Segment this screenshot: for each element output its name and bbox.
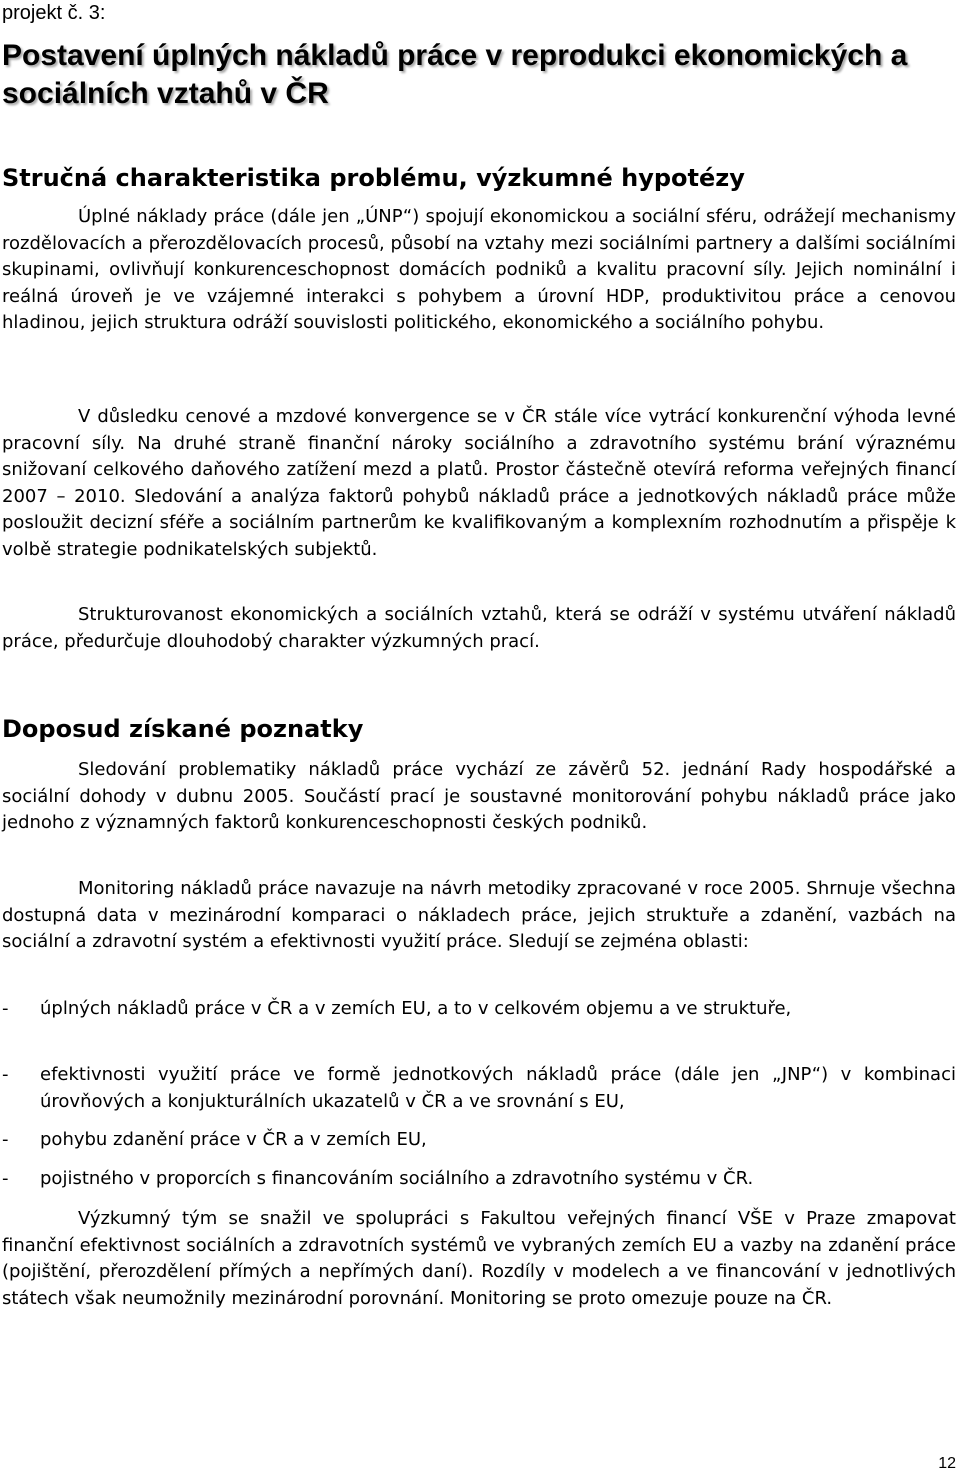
list-item: - pojistného v proporcích s financováním sociálního a zdravotního systému v ČR.: [2, 1166, 956, 1193]
list-item: - efektivnosti využití práce ve formě jednotkových nákladů práce (dále jen „JNP“) v kombinaci úrovňových a konjukturálních ukazatelů v ČR a ve srovnání s EU,: [2, 1064, 956, 1112]
dash-bullet-icon: -: [2, 1168, 9, 1189]
paragraph: Strukturovanost ekonomických a sociálních vztahů, která se odráží v systému utváření nákladů práce, předurčuje dlouhodobý charakter výzkumných prací.: [2, 604, 956, 652]
section-heading-findings: Doposud získané poznatky: [2, 715, 364, 743]
paragraph: Sledování problematiky nákladů práce vychází ze závěrů 52. jednání Rady hospodářské a sociální dohody v dubnu 2005. Součástí prací je soustavné monitorování pohybu nákladů práce jako jednoho z významných faktorů konkurenceschopnosti českých podniků.: [2, 759, 956, 833]
paragraph: V důsledku cenové a mzdové konvergence se v ČR stále více vytrácí konkurenční výhoda levné pracovní síly. Na druhé straně finanční nároky sociálního a zdravotního systému brání výraznému snižovaní celkového daňového zatížení mezd a platů. Prostor částečně otevírá reforma veřejných financí 2007 – 2010. Sledování a analýza faktorů pohybů nákladů práce a jednotkových nákladů práce může posloužit decizní sféře a sociálním partnerům ke kvalifikovaným a komplexním rozhodnutím a přispěje k volbě strategie podnikatelských subjektů.: [2, 406, 956, 560]
dash-bullet-icon: -: [2, 1129, 9, 1150]
project-label: projekt č. 3:: [2, 2, 106, 24]
section-heading-characteristics: Stručná charakteristika problému, výzkumné hypotézy: [2, 164, 745, 192]
list-item: - pohybu zdanění práce v ČR a v zemích EU,: [2, 1127, 956, 1154]
document-title: Postavení úplných nákladů práce v reprodukci ekonomických a sociálních vztahů v ČR: [2, 39, 908, 110]
list-item: - úplných nákladů práce v ČR a v zemích EU, a to v celkovém objemu a ve struktuře,: [2, 996, 956, 1023]
paragraph: Monitoring nákladů práce navazuje na návrh metodiky zpracované v roce 2005. Shrnuje všechna dostupná data v mezinárodní komparaci o nákladech práce, jejich struktuře a zdanění, vazbách na sociální a zdravotní systém a efektivnosti využití práce. Sledují se zejména oblasti:: [2, 878, 956, 952]
paragraph: Úplné náklady práce (dále jen „ÚNP“) spojují ekonomickou a sociální sféru, odrážejí mechanismy rozdělovacích a přerozdělovacích procesů, působí na vztahy mezi sociálními partnery a dalšími sociálními skupinami, ovlivňují konkurenceschopnost domácích podniků a kvalitu pracovní síly. Jejich nominální i reálná úroveň je ve vzájemné interakci s pohybem a úrovní HDP, produktivitou práce a cenovou hladinou, jejich struktura odráží souvislosti politického, ekonomického a sociálního pohybu.: [2, 206, 956, 333]
page-number: 12: [938, 1455, 956, 1472]
paragraph: Výzkumný tým se snažil ve spolupráci s Fakultou veřejných financí VŠE v Praze zmapovat finanční efektivnost sociálních a zdravotních systémů ve vybraných zemích EU a vazby na zdanění práce (pojištění, přerozdělení přímých a nepřímých daní). Rozdíly v modelech a ve financování v jednotlivých státech však neumožnily mezinárodní porovnání. Monitoring se proto omezuje pouze na ČR.: [2, 1208, 956, 1309]
dash-bullet-icon: -: [2, 1064, 9, 1085]
dash-bullet-icon: -: [2, 998, 9, 1019]
